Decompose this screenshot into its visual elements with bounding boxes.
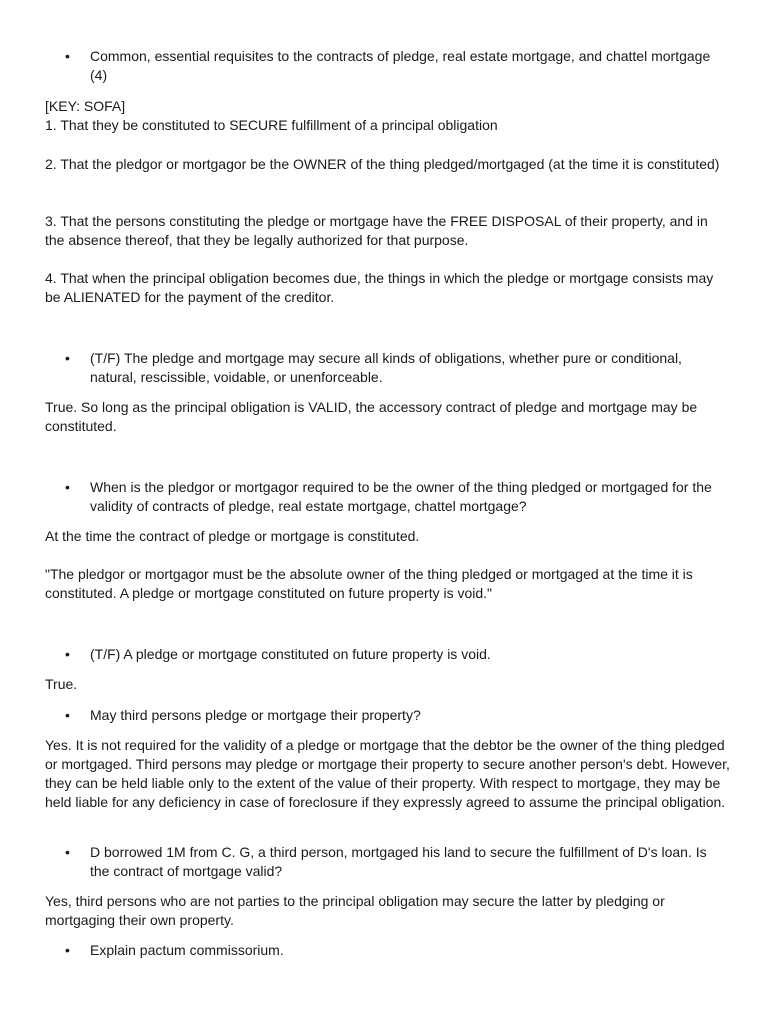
question-text: May third persons pledge or mortgage their property? xyxy=(90,707,421,723)
bullet-glyph: • xyxy=(65,479,70,495)
bullet-glyph: • xyxy=(65,48,70,64)
list-item-tf-future-property xyxy=(65,645,715,664)
answer-text: At the time the contract of pledge or mortgage is constituted. xyxy=(45,528,420,544)
list-item-pactum-commissorium xyxy=(65,941,715,960)
question-text: (T/F) A pledge or mortgage constituted on future property is void. xyxy=(90,646,491,662)
requisite-2-paragraph xyxy=(45,155,730,174)
requisite-4: 4. That when the principal obligation becomes due, the things in which the pledge or mortgage consists may be ALIENATED for the payment of the creditor. xyxy=(45,270,714,305)
answer-text: True. xyxy=(45,676,78,692)
answer-paragraph xyxy=(45,675,730,694)
requisite-1: 1. That they be constituted to SECURE fulfillment of a principal obligation xyxy=(45,117,498,133)
question-text: (T/F) The pledge and mortgage may secure all kinds of obligations, whether pure or conditional, natural, rescissible, voidable, or unenforceable. xyxy=(90,350,682,385)
requisite-3: 3. That the persons constituting the pledge or mortgage have the FREE DISPOSAL of their property, and in the absence thereof, that they be legally authorized for that purpose. xyxy=(45,213,708,248)
quote-text: "The pledgor or mortgagor must be the absolute owner of the thing pledged or mortgaged at the time it is constituted. A pledge or mortgage constituted on future property is void." xyxy=(45,566,693,601)
answer-paragraph xyxy=(45,892,730,930)
answer-text: True. So long as the principal obligation is VALID, the accessory contract of pledge and mortgage may be constituted. xyxy=(45,399,698,434)
list-item-d-borrowed xyxy=(65,843,715,881)
question-text: D borrowed 1M from C. G, a third person, mortgaged his land to secure the fulfillment of D's loan. Is the contract of mortgage valid? xyxy=(90,844,707,879)
question-text: Common, essential requisites to the contracts of pledge, real estate mortgage, and chattel mortgage (4) xyxy=(90,48,711,83)
bullet-glyph: • xyxy=(65,350,70,366)
list-item-owner-timing xyxy=(65,478,715,516)
list-item-third-persons xyxy=(65,706,715,725)
answer-text: Yes, third persons who are not parties to the principal obligation may secure the latter by pledging or mortgaging their own property. xyxy=(45,893,665,928)
bullet-glyph: • xyxy=(65,942,70,958)
requisite-4-paragraph xyxy=(45,269,730,307)
question-text: Explain pactum commissorium. xyxy=(90,942,284,958)
answer-paragraph xyxy=(45,527,730,546)
key-text: [KEY: SOFA] xyxy=(45,98,126,114)
quote-paragraph xyxy=(45,565,730,603)
answer-paragraph xyxy=(45,736,730,812)
list-item-requisites xyxy=(65,47,715,85)
answer-text: Yes. It is not required for the validity of a pledge or mortgage that the debtor be the owner of the thing pledged or mortgaged. Third persons may pledge or mortgage their property to secure another person's debt. However, they can be held liable only to the extent of the value of their property. With respect to mortgage, they may be held liable for any deficiency in case of foreclosure if they expressly agreed to assume the principal obligation. xyxy=(45,737,730,810)
list-item-tf-kinds-of-obligations xyxy=(65,349,715,387)
requisite-2: 2. That the pledgor or mortgagor be the OWNER of the thing pledged/mortgaged (at the time it is constituted) xyxy=(45,156,720,172)
question-text: When is the pledgor or mortgagor required to be the owner of the thing pledged or mortgaged for the validity of contracts of pledge, real estate mortgage, chattel mortgage? xyxy=(90,479,712,514)
bullet-glyph: • xyxy=(65,646,70,662)
requisite-3-paragraph xyxy=(45,212,730,250)
key-line xyxy=(45,97,730,135)
bullet-glyph: • xyxy=(65,844,70,860)
bullet-glyph: • xyxy=(65,707,70,723)
answer-paragraph xyxy=(45,398,730,436)
